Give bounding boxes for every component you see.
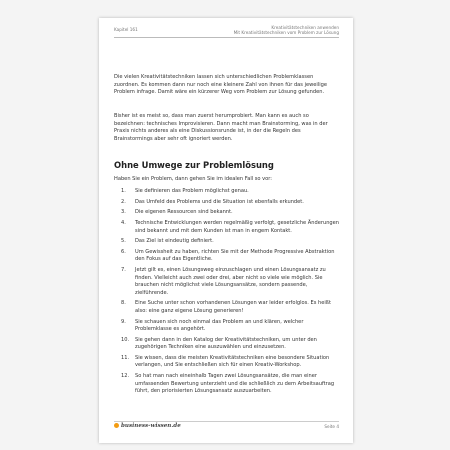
running-header-line2: Mit Kreativitätstechniken vom Problem zur Lösung <box>233 30 339 36</box>
list-item-text: Sie wissen, dass die meisten Kreativitätstechniken eine besondere Situation verlangen, und Sie entschließen sich für einen Kreativ-Workshop. <box>135 354 330 369</box>
running-header-line1: Kreativitätstechniken anwenden <box>271 25 339 30</box>
list-item-text: So hat man nach eineinhalb Tagen zwei Lösungsansätze, die man einer umfassenden Bewertung unterzieht und die schließlich zu dem Arbeitsauftrag führt, den priorisierten Lösungsansatz auszuarbeiten. <box>135 373 335 395</box>
list-item-text: Eine Suche unter schon vorhandenen Lösungen war leider erfolglos. Es heißt also: eine ganz eigene Lösung generieren! <box>135 300 332 314</box>
list-item-text: Das Umfeld des Problems und die Situation ist ebenfalls erkundet. <box>135 198 304 205</box>
list-item-number: 5. <box>121 238 126 245</box>
list-item-number: 8. <box>121 300 126 307</box>
section-heading: Ohne Umwege zur Problemlösung <box>114 160 274 170</box>
header-divider <box>114 37 339 38</box>
list-item-number: 4. <box>121 220 126 227</box>
document-page <box>99 18 353 443</box>
logo-dot-icon <box>114 423 119 428</box>
list-item-number: 1. <box>121 188 126 194</box>
list-item-number: 7. <box>121 267 126 274</box>
list-item <box>114 209 340 217</box>
list-item <box>114 300 340 315</box>
list-item-number: 11. <box>121 354 130 361</box>
list-item-number: 10. <box>121 336 130 343</box>
logo-text: business-wissen.de <box>121 423 181 429</box>
list-item-text: Sie definieren das Problem möglichst genau. <box>135 188 249 194</box>
list-item-number: 6. <box>121 248 126 255</box>
list-item <box>114 249 340 264</box>
list-item-text: Jetzt gilt es, einen Lösungsweg einzuschlagen und einen Lösungsansatz zu finden. Vielleicht auch zwei oder drei, aber nicht so viele wie möglich. Sie brauchen nicht möglichst viele Lösungsansätze, sondern passende, zielführende. <box>135 267 326 296</box>
list-item <box>114 188 340 196</box>
list-item-text: Sie schauen sich noch einmal das Problem an und klären, welcher Problemklasse es angehört. <box>135 318 304 332</box>
running-header <box>234 25 339 36</box>
chapter-label: Kapitel 161 <box>114 27 138 32</box>
footer-divider <box>114 421 339 422</box>
list-item <box>114 337 340 352</box>
page-number: Seite 4 <box>324 424 339 429</box>
list-item-text: Sie gehen dann in den Katalog der Kreativitätstechniken, um unter den zugehörigen Techniken eine auszuwählen und einzusetzen. <box>135 336 317 351</box>
list-item-number: 9. <box>121 318 126 325</box>
list-item-text: Die eigenen Ressourcen sind bekannt. <box>135 209 233 216</box>
footer-logo <box>114 423 181 429</box>
list-item <box>114 199 340 207</box>
list-item <box>114 373 340 396</box>
list-item <box>114 220 340 235</box>
list-item-number: 3. <box>121 209 126 216</box>
list-item-number: 2. <box>121 198 126 205</box>
intro-text: Haben Sie ein Problem, dann gehen Sie im idealen Fall so vor: <box>114 176 273 182</box>
list-item-text: Um Gewissheit zu haben, richten Sie mit der Methode Progressive Abstraktion den Fokus auf das Eigentliche. <box>135 248 335 263</box>
list-item <box>114 319 340 334</box>
steps-list <box>114 188 340 399</box>
list-item-text: Technische Entwicklungen werden regelmäßig verfolgt, gesetzliche Änderungen sind bekannt und mit dem Kunden ist man in engem Kontakt. <box>135 220 340 234</box>
list-item-number: 12. <box>121 373 130 380</box>
list-item <box>114 355 340 370</box>
list-item-text: Das Ziel ist eindeutig definiert. <box>135 238 214 245</box>
list-item <box>114 267 340 297</box>
paragraph-2: Bisher ist es meist so, dass man zuerst herumprobiert. Man kann es auch so bezeichnen: technisches Improvisieren. Dann macht man Brainstorming, was in der Praxis nichts anderes als eine Diskussionsrunde ist, in der die Regeln des Brainstormings aber sehr oft ignoriert werden. <box>114 113 328 142</box>
list-item <box>114 238 340 246</box>
paragraph-1: Die vielen Kreativitätstechniken lassen sich unterschiedlichen Problemklassen zuordnen. Es kommen dann nur noch eine kleinere Zahl von ihnen für das jeweilige Problem infrage. Damit wäre ein kürzerer Weg vom Problem zur Lösung gefunden. <box>114 74 328 96</box>
